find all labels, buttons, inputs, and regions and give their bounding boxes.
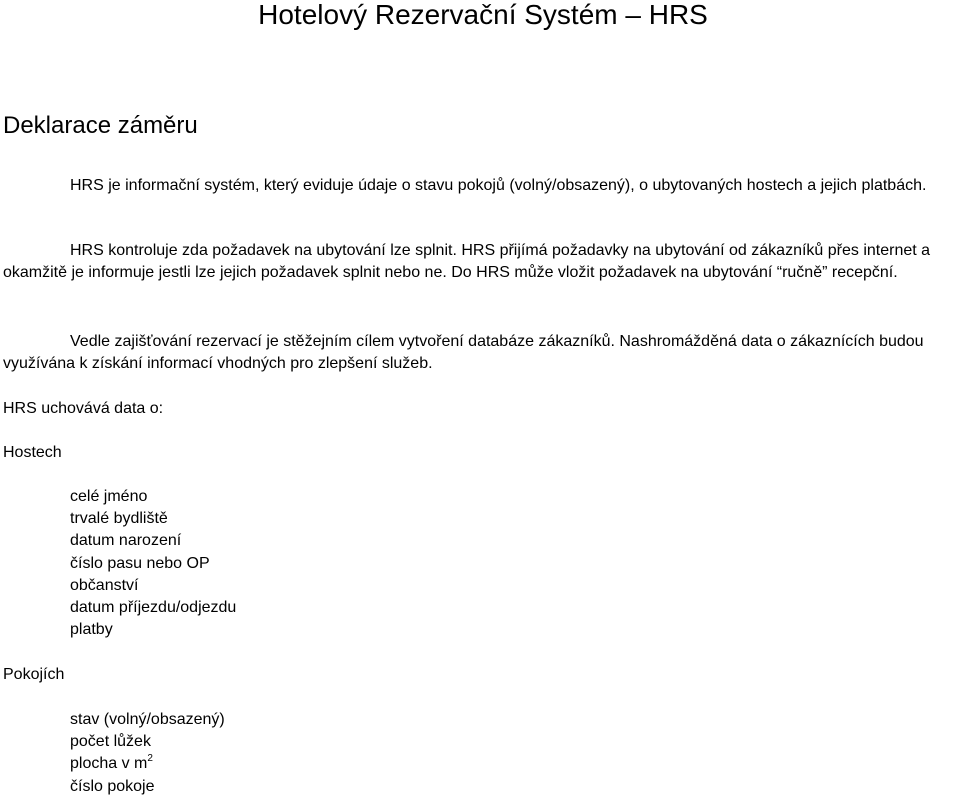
paragraph-requests [3, 240, 953, 284]
room-field-item: číslo pokoje [70, 777, 155, 795]
guest-field-item: platby [70, 621, 113, 639]
room-field-item-area [70, 753, 225, 775]
guest-field-item: číslo pasu nebo OP [70, 554, 210, 572]
room-field-list [70, 709, 225, 798]
paragraph-intro [3, 175, 953, 197]
room-area-text: plocha v m [70, 755, 148, 773]
guest-field-list [70, 486, 236, 641]
room-field-item: stav (volný/obsazený) [70, 711, 225, 728]
guest-field-item: občanství [70, 576, 139, 594]
rooms-label: Pokojích [3, 666, 65, 683]
document-title: Hotelový Rezervační Systém – HRS [258, 0, 708, 30]
paragraph-requests-text: HRS kontroluje zda požadavek na ubytování lze splnit. HRS přijímá požadavky na ubytování od zákazníků přes internet a okamžitě je informuje jestli lze jejich požadavek splnit nebo ne. Do HRS může vložit požadavek na ubytování “ručně” recepční. [3, 242, 931, 281]
section-heading: Deklarace záměru [3, 112, 198, 139]
room-field-item: počet lůžek [70, 733, 151, 751]
paragraph-database-text: Vedle zajišťování rezervací je stěžejním cílem vytvoření databáze zákazníků. Nashromážděná data o zákaznících budou využívána k získání informací vhodných pro zlepšení služeb. [3, 333, 924, 372]
area-unit-superscript: 2 [147, 753, 153, 765]
guest-field-item: datum narození [70, 532, 182, 550]
guest-field-item: trvalé bydliště [70, 510, 168, 528]
guest-field-item: datum příjezdu/odjezdu [70, 599, 237, 617]
guests-label: Hostech [3, 444, 62, 461]
guest-field-item: celé jméno [70, 488, 148, 505]
paragraph-database [3, 331, 953, 375]
stores-label: HRS uchovává data o: [3, 400, 164, 417]
paragraph-intro-text: HRS je informační systém, který eviduje údaje o stavu pokojů (volný/obsazený), o ubytovaných hostech a jejich platbách. [70, 177, 927, 194]
